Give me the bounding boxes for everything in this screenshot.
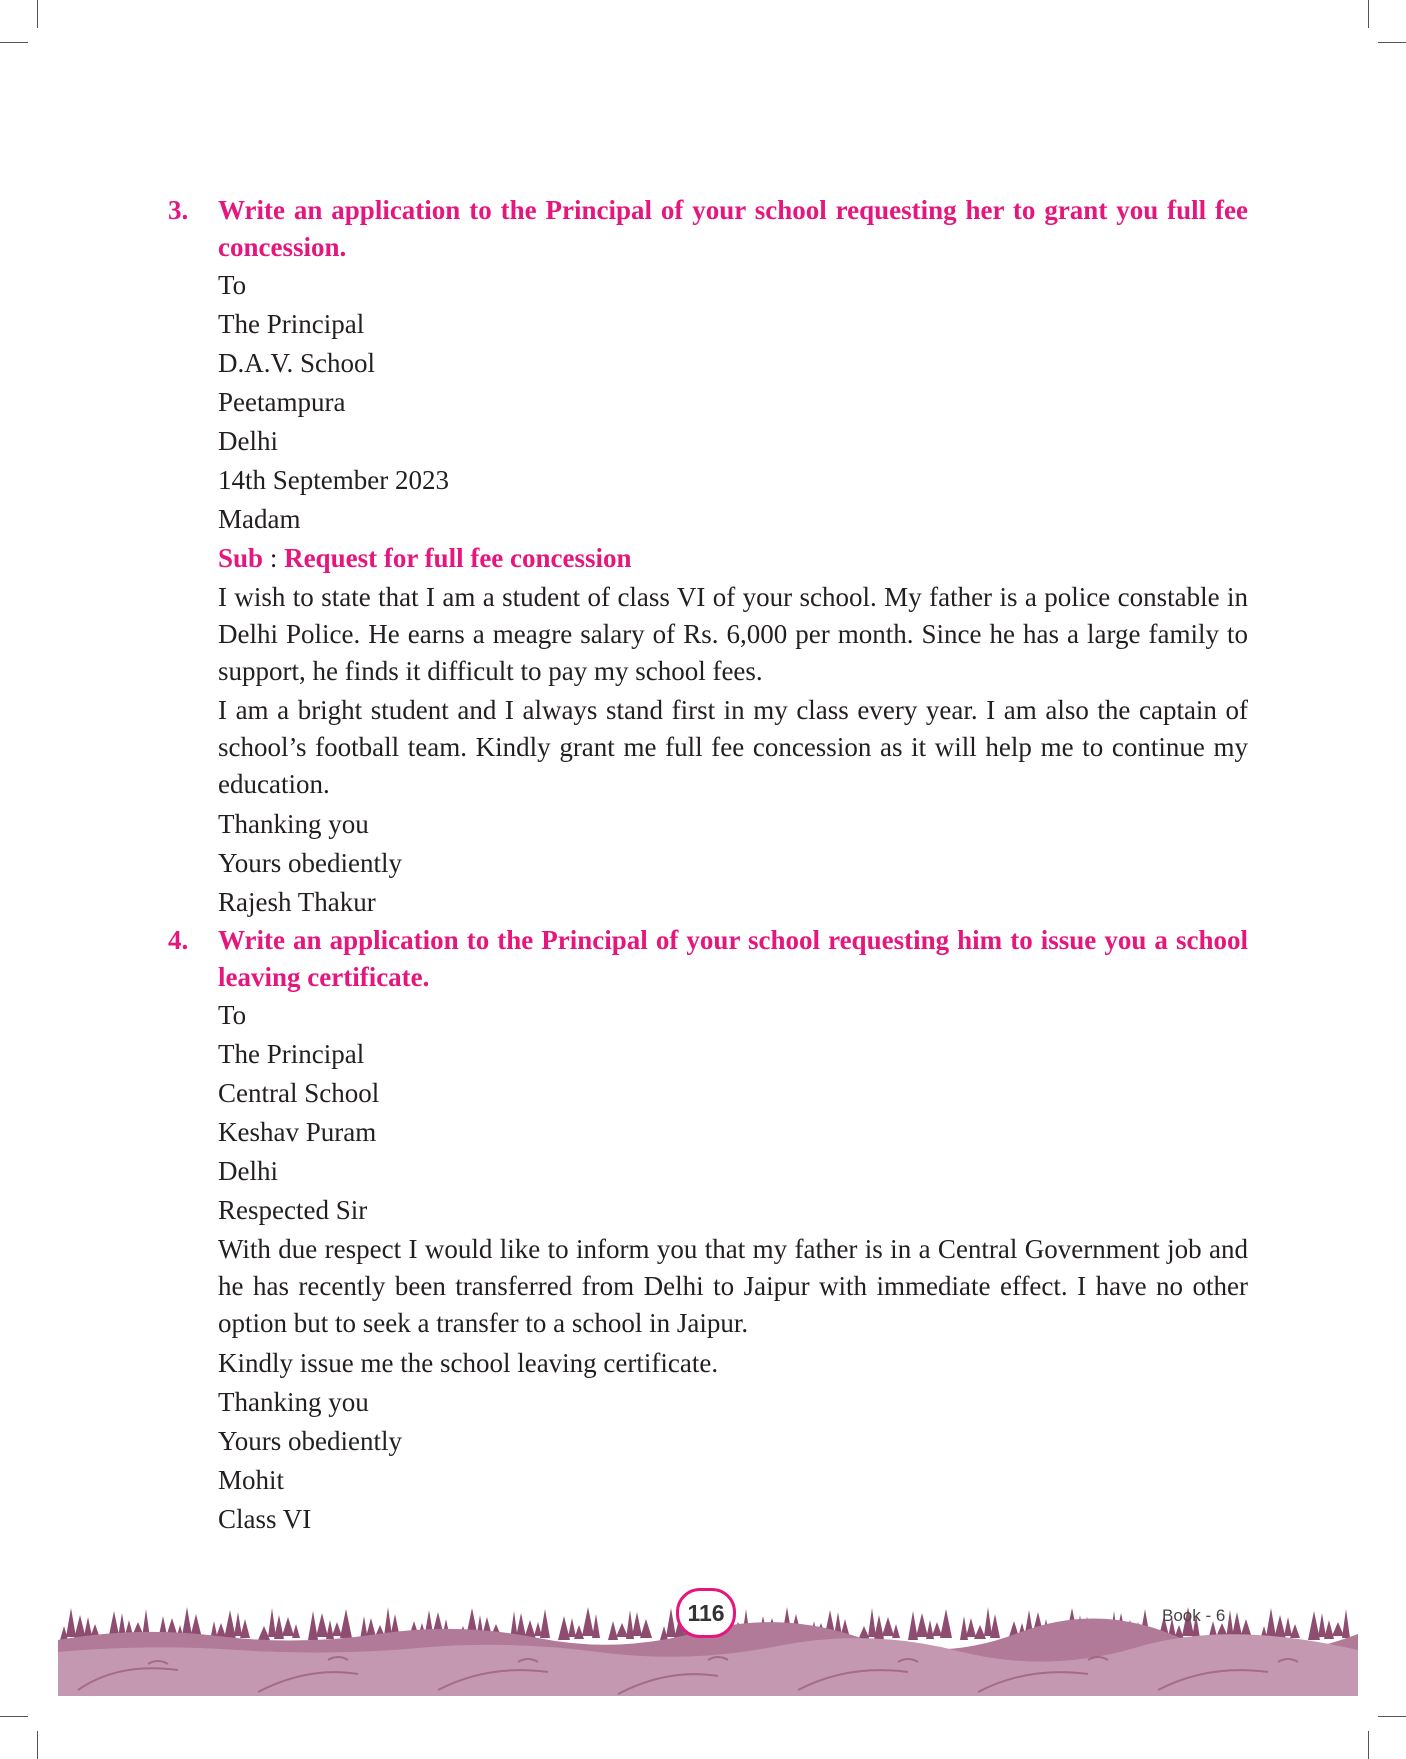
salutation: Respected Sir [218, 1195, 368, 1225]
address-line: D.A.V. School [218, 348, 376, 378]
address-line: Delhi [218, 426, 278, 456]
tree-shape [882, 1617, 894, 1636]
address-line: To [218, 1000, 247, 1030]
tree-shape [268, 1608, 276, 1637]
crop-mark [1368, 0, 1369, 28]
address-line: The Principal [218, 1039, 365, 1069]
tree-shape [616, 1623, 628, 1637]
tree-shape [632, 1612, 642, 1636]
crop-mark [0, 42, 28, 43]
question-number: 4. [168, 925, 189, 955]
tree-shape [1266, 1608, 1276, 1637]
tree-shape [66, 1608, 76, 1637]
tree-shape [234, 1612, 242, 1636]
tree-shape [568, 1618, 576, 1637]
tree-shape [384, 1607, 392, 1636]
tree-shape [916, 1613, 928, 1637]
question-text: Write an application to the Principal of your school requesting her to grant you full fee concession. [218, 195, 1248, 262]
address-line: To [218, 270, 247, 300]
tree-shape [1332, 1622, 1344, 1636]
tree-shape [984, 1607, 992, 1636]
tree-shape [582, 1607, 594, 1636]
tree-shape [990, 1614, 1000, 1638]
address-line: Peetampura [218, 387, 346, 417]
body-paragraph: Kindly issue me the school leaving certificate. [218, 1348, 719, 1378]
tree-shape [340, 1609, 352, 1638]
closing-line: Thanking you [218, 809, 369, 839]
tree-shape [326, 1620, 334, 1639]
crop-mark [0, 1716, 28, 1717]
body-paragraph: I am a bright student and I always stand first in my class every year. I am also the captain of school’s football team. Kindly grant me full fee concession as it will help me to continue my education. [218, 695, 1248, 799]
address-line: Keshav Puram [218, 1117, 377, 1147]
tree-shape [932, 1622, 942, 1636]
tree-shape [1284, 1617, 1292, 1636]
signature-class: Class VI [218, 1504, 312, 1534]
date-line: 14th September 2023 [218, 465, 449, 495]
tree-shape [292, 1624, 300, 1638]
address-line: Delhi [218, 1156, 278, 1186]
tree-shape [592, 1614, 600, 1638]
tree-shape [892, 1624, 900, 1638]
signature-name: Mohit [218, 1465, 285, 1495]
address-line: The Principal [218, 309, 365, 339]
question-number: 3. [168, 195, 189, 225]
salutation: Madam [218, 504, 301, 534]
tree-shape [84, 1617, 92, 1636]
tree-shape [974, 1625, 986, 1639]
crop-mark [1368, 1731, 1369, 1759]
body-paragraph: I wish to state that I am a student of class VI of your school. My father is a police constable in Delhi Police. He earns a meagre salary of Rs. 6,000 per month. Since he has a large family to support, he finds it difficult to pay my school fees. [218, 582, 1248, 686]
book-label: Book - 6 [1162, 1606, 1226, 1625]
closing-line: Thanking you [218, 1387, 369, 1417]
subject-text: Request for full fee concession [284, 543, 632, 573]
subject-separator: : [263, 543, 285, 573]
tree-shape [258, 1626, 270, 1640]
question-text: Write an application to the Principal of your school requesting him to issue you a school leaving certificate. [218, 925, 1248, 992]
closing-line: Yours obediently [218, 848, 403, 878]
tree-shape [516, 1613, 526, 1637]
tree-shape [1318, 1613, 1326, 1637]
question-4-heading [168, 922, 1248, 996]
subject-line [168, 539, 1248, 578]
tree-shape [1290, 1624, 1300, 1638]
tree-shape [216, 1623, 226, 1637]
tree-shape [940, 1609, 952, 1638]
tree-shape [282, 1617, 294, 1636]
crop-mark [37, 1731, 38, 1759]
tree-shape [1324, 1620, 1334, 1639]
crop-mark [37, 0, 38, 28]
tree-shape [240, 1619, 250, 1638]
tree-shape [640, 1619, 652, 1638]
tree-shape [182, 1607, 192, 1636]
tree-shape [1342, 1609, 1350, 1638]
tree-shape [666, 1608, 676, 1637]
closing-line: Yours obediently [218, 1426, 403, 1456]
tree-shape [366, 1618, 376, 1637]
address-line: Central School [218, 1078, 380, 1108]
body-paragraph: With due respect I would like to inform you that my father is in a Central Government job and he has recently been transferred from Delhi to Jaipur with immediate effect. I have no other option but to seek a transfer to a school in Jaipur. [218, 1234, 1248, 1338]
question-3-heading [168, 192, 1248, 266]
tree-shape [574, 1625, 584, 1639]
tree-shape [608, 1621, 618, 1640]
page-number-badge: 116 [676, 1588, 736, 1638]
page-content [168, 192, 1248, 1539]
tree-shape [1232, 1612, 1242, 1636]
tree-shape [926, 1620, 934, 1639]
signature-name: Rajesh Thakur [218, 887, 376, 917]
tree-shape [224, 1610, 236, 1639]
tree-shape [316, 1613, 328, 1637]
tree-shape [540, 1609, 550, 1638]
crop-mark [1378, 1716, 1406, 1717]
crop-mark [1378, 42, 1406, 43]
tree-shape [1308, 1611, 1320, 1640]
tree-shape [332, 1622, 342, 1636]
subject-label: Sub [218, 543, 264, 573]
tree-shape [966, 1618, 976, 1637]
tree-shape [868, 1608, 876, 1637]
